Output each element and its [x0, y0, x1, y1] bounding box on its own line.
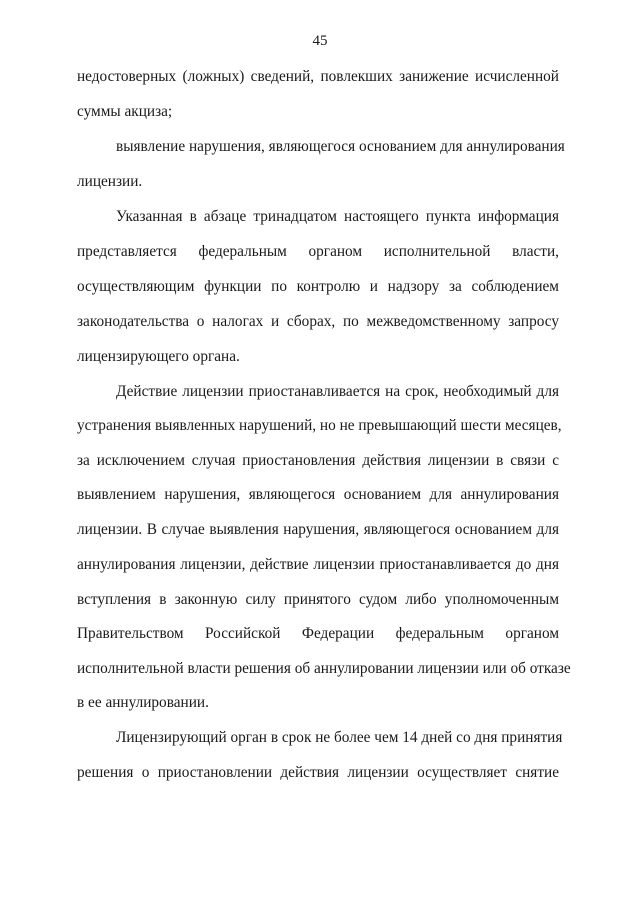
text-line: Действие лицензии приостанавливается на срок, необходимый для [116, 383, 559, 400]
text-line: исполнительной власти решения об аннулировании лицензии или об отказе [77, 660, 571, 677]
text-line: недостоверных (ложных) сведений, повлекших занижение исчисленной [77, 68, 559, 85]
text-line: за исключением случая приостановления действия лицензии в связи с [77, 452, 559, 469]
text-line: аннулирования лицензии, действие лицензии приостанавливается до дня [77, 556, 559, 573]
text-line: лицензирующего органа. [77, 348, 240, 365]
text-line: суммы акциза; [77, 103, 173, 120]
text-line: Лицензирующий орган в срок не более чем 14 дней со дня принятия [116, 729, 563, 746]
text-line: выявлением нарушения, являющегося основанием для аннулирования [77, 486, 559, 503]
text-line: лицензии. [77, 173, 143, 190]
text-line: Указанная в абзаце тринадцатом настоящего пункта информация [116, 208, 559, 225]
text-line: устранения выявленных нарушений, но не превышающий шести месяцев, [77, 417, 562, 434]
text-line: Правительством Российской Федерации федеральным органом [77, 625, 559, 642]
text-line: в ее аннулировании. [77, 694, 209, 711]
text-line: законодательства о налогах и сборах, по межведомственному запросу [77, 313, 559, 330]
text-line: решения о приостановлении действия лицензии осуществляет снятие [77, 764, 559, 781]
text-line: выявление нарушения, являющегося основанием для аннулирования [116, 138, 565, 155]
page-number: 45 [312, 33, 328, 49]
text-line: осуществляющим функции по контролю и надзору за соблюдением [77, 278, 559, 295]
text-line: вступления в законную силу принятого судом либо уполномоченным [77, 591, 559, 608]
text-line: лицензии. В случае выявления нарушения, являющегося основанием для [77, 521, 559, 538]
text-line: представляется федеральным органом исполнительной власти, [77, 243, 559, 260]
